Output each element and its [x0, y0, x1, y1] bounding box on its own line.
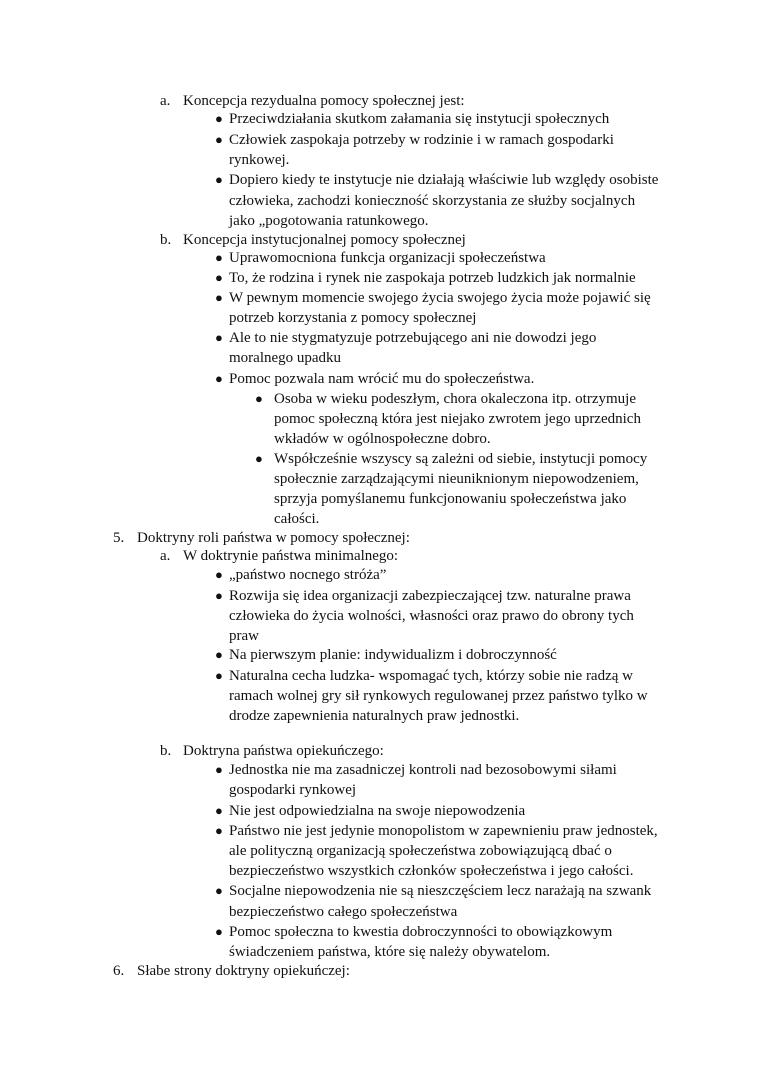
list-item-line: Człowiek zaspokaja potrzeby w rodzinie i w ramach gospodarki — [229, 132, 614, 148]
sub-list-item-line: Współcześnie wszyscy są zależni od siebie, instytucji pomocy — [274, 451, 648, 467]
list-item-line: Rozwija się idea organizacji zabezpieczającej tzw. naturalne prawa — [229, 588, 631, 604]
section-heading: Doktryna państwa opiekuńczego: — [183, 743, 384, 759]
section-heading: Koncepcja instytucjonalnej pomocy społecznej — [183, 232, 466, 248]
sub-list-item-line: sprzyja pomyślanemu funkcjonowaniu społeczeństwa jako — [274, 491, 627, 507]
list-item-line: Nie jest odpowiedzialna na swoje niepowodzenia — [229, 803, 526, 819]
list-marker: 6. — [113, 963, 125, 979]
bullet-icon: ● — [215, 270, 223, 285]
bullet-icon: ● — [215, 132, 223, 147]
list-item-line: To, że rodzina i rynek nie zaspokaja potrzeb ludzkich jak normalnie — [229, 270, 636, 286]
list-item-line: Jednostka nie ma zasadniczej kontroli nad bezosobowymi siłami — [229, 762, 617, 778]
bullet-icon: ● — [255, 451, 263, 466]
bullet-icon: ● — [215, 588, 223, 603]
list-marker: a. — [160, 93, 171, 109]
bullet-icon: ● — [215, 883, 223, 898]
list-item-line: moralnego upadku — [229, 350, 342, 366]
list-item-line: drodze zapewnienia naturalnych praw jednostki. — [229, 708, 520, 724]
bullet-icon: ● — [215, 111, 223, 126]
list-item-line: bezpieczeństwo wszystkich członków społeczeństwa i jego całości. — [229, 863, 634, 879]
bullet-icon: ● — [215, 290, 223, 305]
bullet-icon: ● — [215, 762, 223, 777]
list-item-line: człowieka do życia wolności, własności oraz prawo do obrony tych — [229, 608, 634, 624]
list-marker: a. — [160, 548, 171, 564]
list-marker: b. — [160, 743, 172, 759]
bullet-icon: ● — [215, 647, 223, 662]
sub-list-item-line: całości. — [274, 511, 320, 527]
bullet-icon: ● — [215, 668, 223, 683]
list-item-line: Na pierwszym planie: indywidualizm i dobroczynność — [229, 647, 557, 663]
sub-list-item-line: pomoc społeczną która jest niejako zwrotem jego uprzednich — [274, 411, 641, 427]
list-item-line: Przeciwdziałania skutkom załamania się instytucji społecznych — [229, 111, 610, 127]
list-item-line: Dopiero kiedy te instytucje nie działają właściwie lub względy osobiste — [229, 172, 659, 188]
list-item-line: „państwo nocnego stróża” — [229, 567, 387, 583]
section-heading: W doktrynie państwa minimalnego: — [183, 548, 399, 564]
bullet-icon: ● — [215, 371, 223, 386]
list-item-line: praw — [229, 628, 259, 644]
list-item-line: ale polityczną organizacją społeczeństwa zobowiązującą dbać o — [229, 843, 612, 859]
bullet-icon: ● — [215, 172, 223, 187]
list-item-line: Uprawomocniona funkcja organizacji społeczeństwa — [229, 250, 546, 266]
bullet-icon: ● — [255, 391, 263, 406]
section-heading: Doktryny roli państwa w pomocy społecznej: — [137, 530, 410, 546]
list-item-line: bezpieczeństwo całego społeczeństwa — [229, 904, 458, 920]
sub-list-item-line: Osoba w wieku podeszłym, chora okaleczona itp. otrzymuje — [274, 391, 636, 407]
list-item-line: Pomoc pozwala nam wrócić mu do społeczeństwa. — [229, 371, 535, 387]
bullet-icon: ● — [215, 567, 223, 582]
bullet-icon: ● — [215, 250, 223, 265]
list-item-line: gospodarki rynkowej — [229, 782, 357, 798]
list-item-line: ramach wolnej gry sił rynkowych regulowanej przez państwo tylko w — [229, 688, 648, 704]
list-item-line: Naturalna cecha ludzka- wspomagać tych, którzy sobie nie radzą w — [229, 668, 633, 684]
list-marker: 5. — [113, 530, 125, 546]
bullet-icon: ● — [215, 823, 223, 838]
sub-list-item-line: wkładów w ogólnospołeczne dobro. — [274, 431, 491, 447]
bullet-icon: ● — [215, 803, 223, 818]
list-item-line: Ale to nie stygmatyzuje potrzebującego ani nie dowodzi jego — [229, 330, 597, 346]
list-item-line: człowieka, zachodzi konieczność skorzystania ze służby socjalnych — [229, 193, 636, 209]
bullet-icon: ● — [215, 330, 223, 345]
bullet-icon: ● — [215, 924, 223, 939]
list-item-line: Pomoc społeczna to kwestia dobroczynności to obowiązkowym — [229, 924, 613, 940]
section-heading: Koncepcja rezydualna pomocy społecznej jest: — [183, 93, 465, 109]
section-heading: Słabe strony doktryny opiekuńczej: — [137, 963, 350, 979]
list-item-line: Socjalne niepowodzenia nie są nieszczęściem lecz narażają na szwank — [229, 883, 652, 899]
list-item-line: W pewnym momencie swojego życia swojego życia może pojawić się — [229, 290, 651, 306]
sub-list-item-line: społecznie zarządzającymi nieuniknionym niepowodzeniem, — [274, 471, 639, 487]
list-marker: b. — [160, 232, 172, 248]
list-item-line: rynkowej. — [229, 152, 290, 168]
list-item-line: Państwo nie jest jedynie monopolistom w zapewnieniu praw jednostek, — [229, 823, 658, 839]
list-item-line: potrzeb korzystania z pomocy społecznej — [229, 310, 477, 326]
list-item-line: jako „pogotowania ratunkowego. — [229, 213, 429, 229]
list-item-line: świadczeniem państwa, które się należy obywatelom. — [229, 944, 551, 960]
